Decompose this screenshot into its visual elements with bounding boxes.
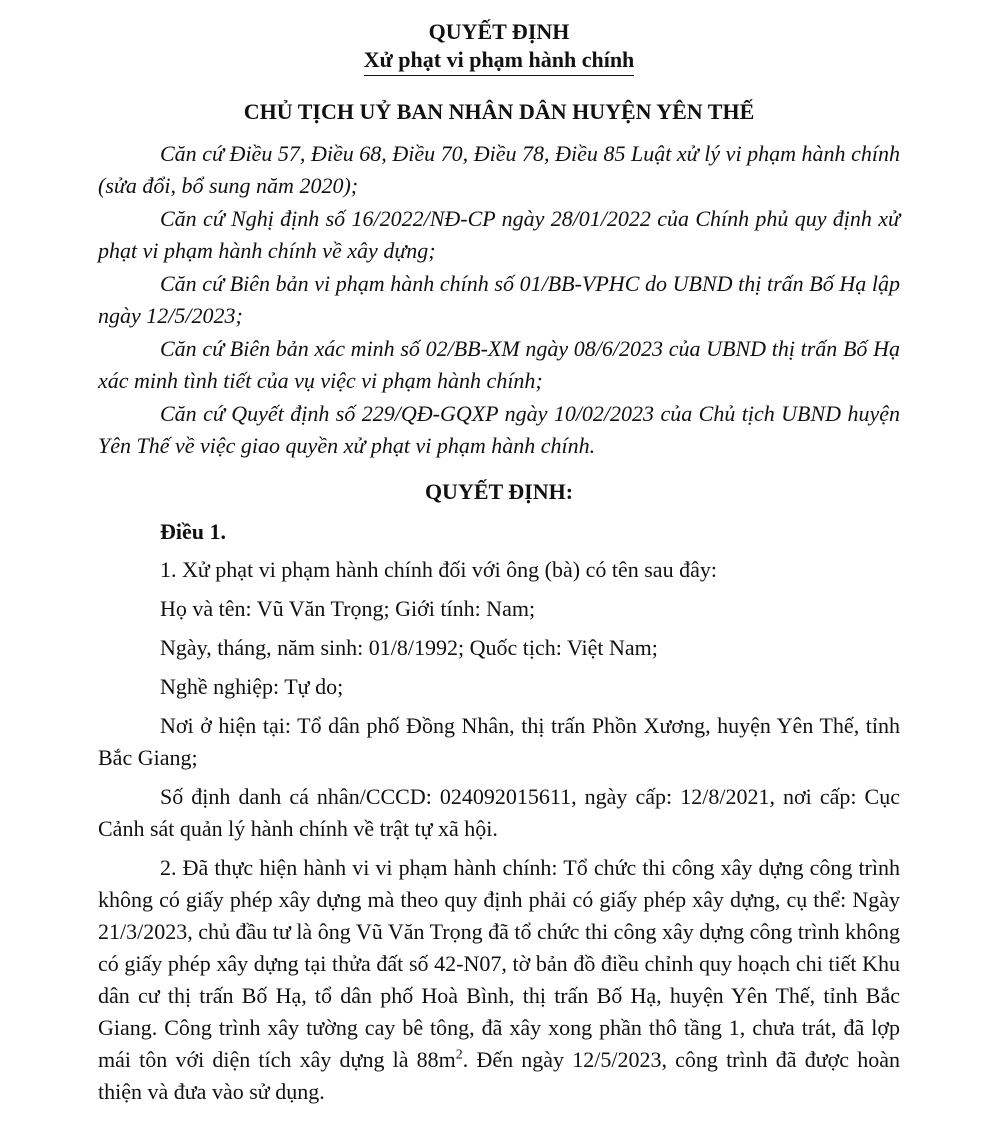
document-subtitle: [98, 46, 900, 76]
area-unit-superscript: 2: [455, 1047, 463, 1063]
violator-dob-nationality: Ngày, tháng, năm sinh: 01/8/1992; Quốc tịch: Việt Nam;: [160, 635, 658, 660]
violator-residence: Nơi ở hiện tại: Tổ dân phố Đồng Nhân, thị trấn Phồn Xương, huyện Yên Thế, tỉnh Bắc Giang;: [98, 713, 900, 770]
article-1-item-1-intro: 1. Xử phạt vi phạm hành chính đối với ông (bà) có tên sau đây:: [160, 557, 717, 582]
legal-basis-2: Căn cứ Nghị định số 16/2022/NĐ-CP ngày 28/01/2022 của Chính phủ quy định xử phạt vi phạm hành chính về xây dựng;: [98, 206, 900, 263]
legal-basis-4: Căn cứ Biên bản xác minh số 02/BB-XM ngày 08/6/2023 của UBND thị trấn Bố Hạ xác minh tình tiết của vụ việc vi phạm hành chính;: [98, 336, 900, 393]
violator-name-gender: Họ và tên: Vũ Văn Trọng; Giới tính: Nam;: [160, 596, 536, 621]
decision-heading: QUYẾT ĐỊNH:: [424, 479, 574, 504]
article-1-item-2: [98, 852, 900, 1108]
document-page: [98, 18, 900, 1115]
document-subtitle-text: Xử phạt vi phạm hành chính: [364, 46, 635, 76]
article-1-heading: Điều 1.: [160, 519, 226, 544]
legal-basis-3: Căn cứ Biên bản vi phạm hành chính số 01/BB-VPHC do UBND thị trấn Bố Hạ lập ngày 12/5/2023;: [98, 271, 900, 328]
legal-basis-5: Căn cứ Quyết định số 229/QĐ-GQXP ngày 10/02/2023 của Chủ tịch UBND huyện Yên Thế về việc giao quyền xử phạt vi phạm hành chính.: [98, 401, 900, 458]
legal-basis-1: Căn cứ Điều 57, Điều 68, Điều 70, Điều 78, Điều 85 Luật xử lý vi phạm hành chính (sửa đổi, bổ sung năm 2020);: [98, 141, 900, 198]
violation-description: 2. Đã thực hiện hành vi vi phạm hành chính: Tổ chức thi công xây dựng công trình không có giấy phép xây dựng mà theo quy định phải có giấy phép xây dựng, cụ thể: Ngày 21/3/2023, chủ đầu tư là ông Vũ Văn Trọng đã tổ chức thi công xây dựng công trình không có giấy phép xây dựng tại thửa đất số 42-N07, tờ bản đồ điều chỉnh quy hoạch chi tiết Khu dân cư thị trấn Bố Hạ, tổ dân phố Hoà Bình, thị trấn Bố Hạ, huyện Yên Thế, tỉnh Bắc Giang. Công trình xây tường cay bê tông, đã xây xong phần thô tầng 1, chưa trát, đã lợp mái tôn với diện tích xây dựng là 88m: [98, 855, 900, 1072]
violation-description-end: . Đến ngày 12/5/2023, công trình đã được hoàn thiện và đưa vào sử dụng.: [98, 1047, 900, 1104]
violator-id-info: Số định danh cá nhân/CCCD: 024092015611, ngày cấp: 12/8/2021, nơi cấp: Cục Cảnh sát quản lý hành chính về trật tự xã hội.: [98, 784, 900, 841]
violator-occupation: Nghề nghiệp: Tự do;: [160, 674, 344, 699]
document-title: QUYẾT ĐỊNH: [428, 19, 570, 44]
issuing-authority: CHỦ TỊCH UỶ BAN NHÂN DÂN HUYỆN YÊN THẾ: [243, 99, 755, 124]
